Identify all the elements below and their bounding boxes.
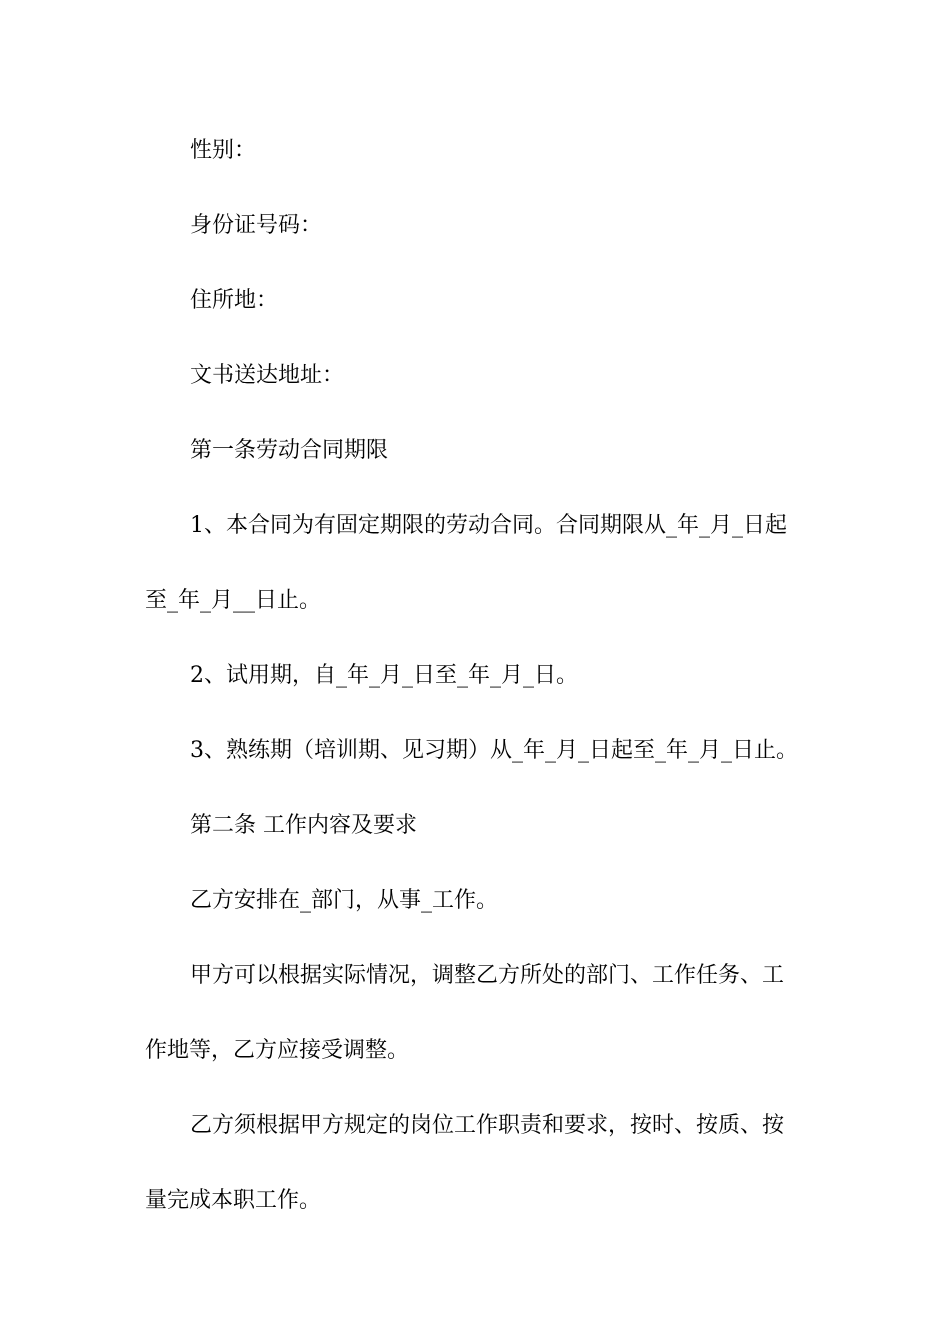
article-2-para-1: 乙方安排在_部门，从事_工作。 xyxy=(190,888,499,913)
article-2-para-3-cont: 量完成本职工作。 xyxy=(145,1188,322,1213)
field-id-number: 身份证号码： xyxy=(190,213,323,238)
article-1-clause-1: 1、本合同为有固定期限的劳动合同。合同期限从_年_月_日起 xyxy=(190,513,787,538)
field-residence: 住所地： xyxy=(190,288,279,313)
article-1-clause-2: 2、试用期，自_年_月_日至_年_月_日。 xyxy=(190,663,578,688)
article-2-para-2-cont: 作地等，乙方应接受调整。 xyxy=(145,1038,410,1063)
article-2-para-2: 甲方可以根据实际情况，调整乙方所处的部门、工作任务、工 xyxy=(190,963,785,988)
article-2-para-3: 乙方须根据甲方规定的岗位工作职责和要求，按时、按质、按 xyxy=(190,1113,785,1138)
article-1-clause-3: 3、熟练期（培训期、见习期）从_年_月_日起至_年_月_日止。 xyxy=(190,738,798,763)
article-2-heading: 第二条 工作内容及要求 xyxy=(190,813,417,838)
article-1-clause-1-cont: 至_年_月__日止。 xyxy=(145,588,322,613)
field-gender: 性别： xyxy=(190,138,257,163)
field-service-address: 文书送达地址： xyxy=(190,363,345,388)
article-1-heading: 第一条劳动合同期限 xyxy=(190,438,389,463)
